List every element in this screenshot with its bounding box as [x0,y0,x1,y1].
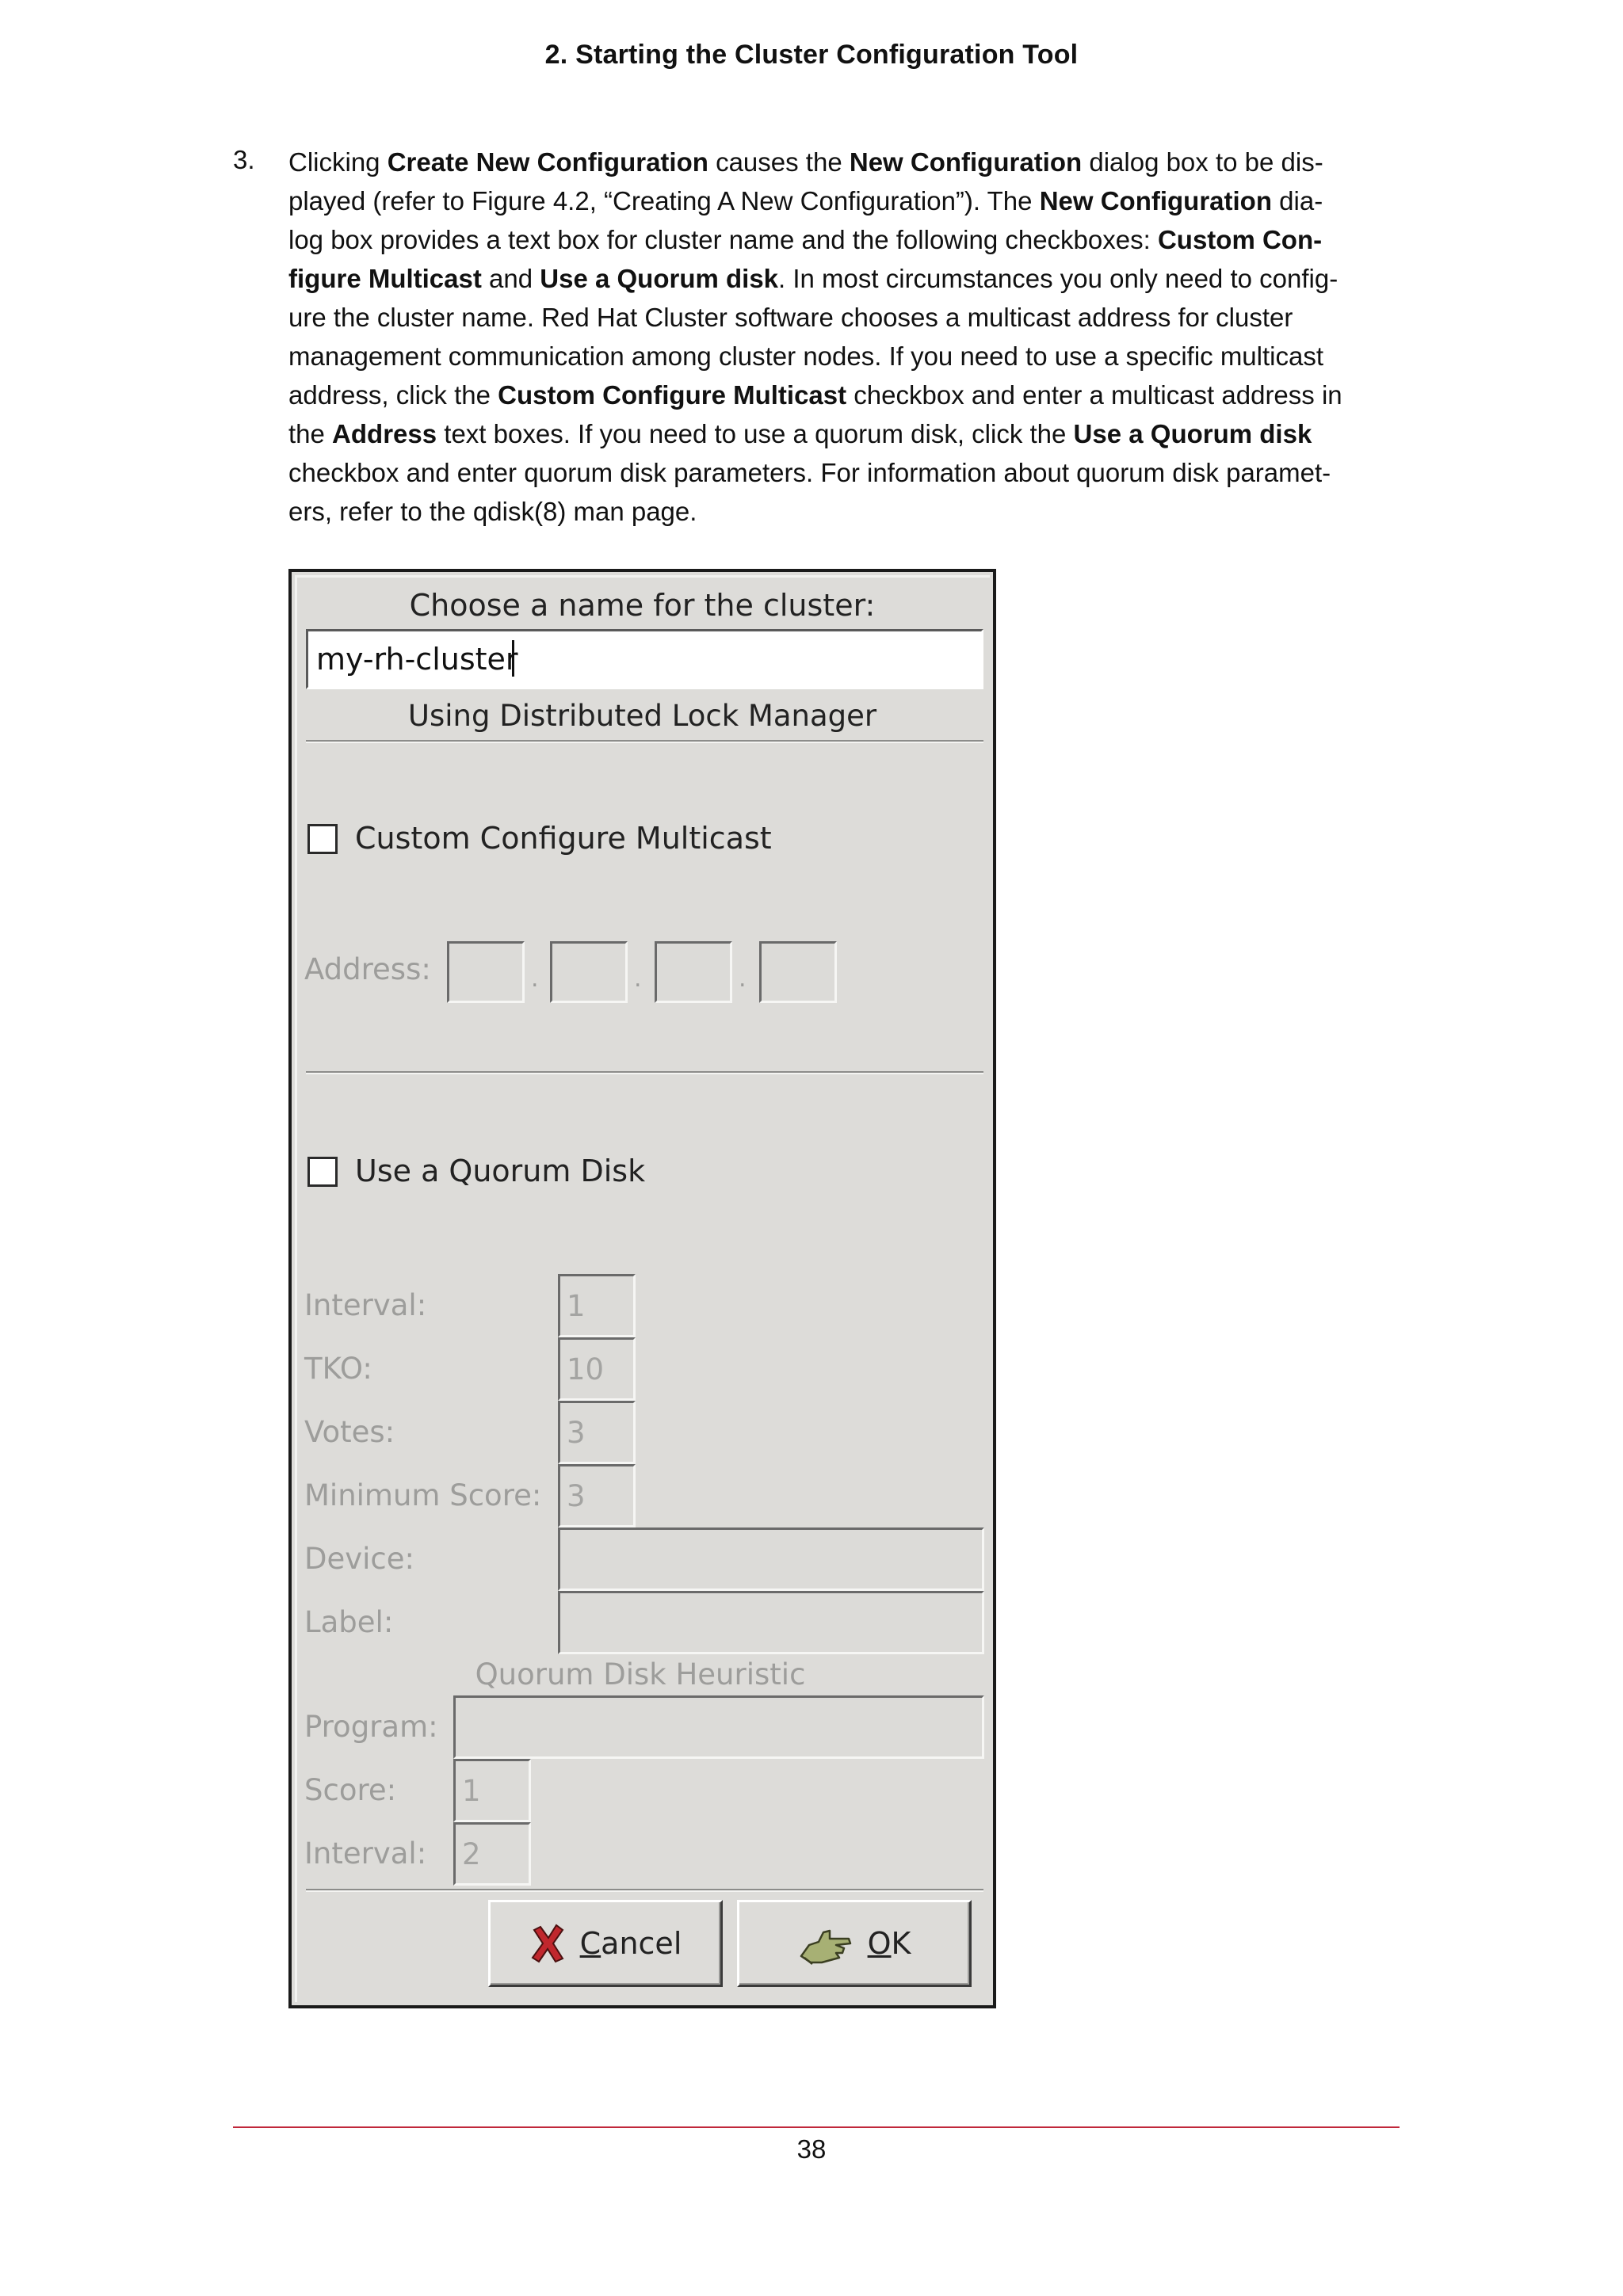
paragraph-line [288,259,1398,298]
score-label: Score: [304,1773,397,1807]
text-run: log box provides a text box for cluster name and the following checkboxes: [288,225,1158,254]
device-label: Device: [304,1542,415,1576]
paragraph-line [288,181,1398,220]
page-number: 38 [796,2134,827,2164]
text-run: . In most circumstances you only need to config- [778,264,1338,293]
text-run: checkbox and enter a multicast address in [846,380,1342,410]
device-field[interactable] [558,1527,984,1591]
paragraph-line [288,298,1398,337]
label-field[interactable] [558,1591,984,1654]
votes-label: Votes: [304,1415,395,1449]
text-run: and [481,264,540,293]
bold-term: Custom Configure Multicast [498,380,847,410]
footer-rule [233,2126,1400,2128]
cluster-name-input[interactable] [306,629,983,689]
minimum-score-field[interactable] [558,1464,636,1527]
program-field[interactable] [453,1695,984,1759]
address-octet-2[interactable] [550,941,628,1003]
text-run: the [288,419,333,448]
quorum-disk-checkbox[interactable] [307,1157,338,1187]
text-run: ure the cluster name. Red Hat Cluster software chooses a multicast address for cluster [288,303,1293,332]
bold-term: Custom Con- [1157,225,1323,254]
bold-term: Use a Quorum disk [1073,419,1312,448]
dialog-title: Choose a name for the cluster: [409,588,876,623]
body-paragraph [288,143,1398,531]
cancel-button[interactable] [488,1900,723,1987]
page-header: 2. Starting the Cluster Configuration Tool [544,40,1079,70]
text-run: Clicking [288,147,388,177]
text-run: management communication among cluster nodes. If you need to use a specific multicast [288,341,1324,371]
address-octet-3[interactable] [655,941,732,1003]
separator [306,740,983,743]
interval-field[interactable] [558,1274,636,1337]
bold-term: Use a Quorum disk [540,264,779,293]
paragraph-line [288,492,1398,531]
paragraph-line [288,453,1398,492]
hand-pointing-icon [798,1921,854,1966]
text-run: checkbox and enter quorum disk parameters. For information about quorum disk paramet- [288,458,1331,487]
custom-multicast-checkbox[interactable] [307,824,338,854]
text-run: causes the [708,147,850,177]
bold-term: New Configuration [1039,186,1272,215]
address-octet-1[interactable] [447,941,525,1003]
quorum-disk-label[interactable]: Use a Quorum Disk [355,1154,646,1188]
text-run: played (refer to Figure 4.2, “Creating A New Configuration”). The [288,186,1040,215]
list-item-number: 3. [233,145,255,174]
new-configuration-dialog [288,569,996,2008]
address-dot: . [634,965,642,993]
address-label: Address: [304,952,431,986]
bold-term: New Configuration [849,147,1083,177]
ok-label: OK [867,1926,911,1961]
ok-button[interactable] [737,1900,972,1987]
heuristic-title: Quorum Disk Heuristic [475,1657,806,1691]
separator [306,1071,983,1074]
text-cursor [512,640,514,677]
minimum-score-label: Minimum Score: [304,1478,542,1512]
bold-term: Create New Configuration [387,147,708,177]
heuristic-interval-label: Interval: [304,1836,427,1871]
custom-multicast-label[interactable]: Custom Configure Multicast [355,821,772,856]
text-run: dialog box to be dis- [1082,147,1323,177]
bold-term: figure Multicast [288,264,482,293]
paragraph-line [288,220,1398,259]
text-run: address, click the [288,380,498,410]
paragraph-line [288,337,1398,376]
paragraph-line [288,376,1398,414]
text-run: dia- [1272,186,1323,215]
paragraph-line [288,143,1398,181]
cancel-label: Cancel [579,1926,682,1961]
red-x-icon [529,1924,566,1963]
score-field[interactable] [453,1759,531,1822]
label-label: Label: [304,1605,394,1639]
bold-term: Address [332,419,437,448]
interval-label: Interval: [304,1288,427,1322]
heuristic-interval-field[interactable] [453,1822,531,1886]
address-dot: . [531,965,539,993]
text-run: ers, refer to the qdisk(8) man page. [288,497,697,526]
text-run: text boxes. If you need to use a quorum disk, click the [437,419,1074,448]
lock-manager-label: Using Distributed Lock Manager [407,699,877,733]
address-dot: . [739,965,747,993]
votes-field[interactable] [558,1401,636,1464]
paragraph-line [288,414,1398,453]
tko-field[interactable] [558,1337,636,1401]
separator [306,1889,983,1892]
program-label: Program: [304,1710,438,1744]
tko-label: TKO: [304,1352,372,1386]
address-octet-4[interactable] [759,941,837,1003]
